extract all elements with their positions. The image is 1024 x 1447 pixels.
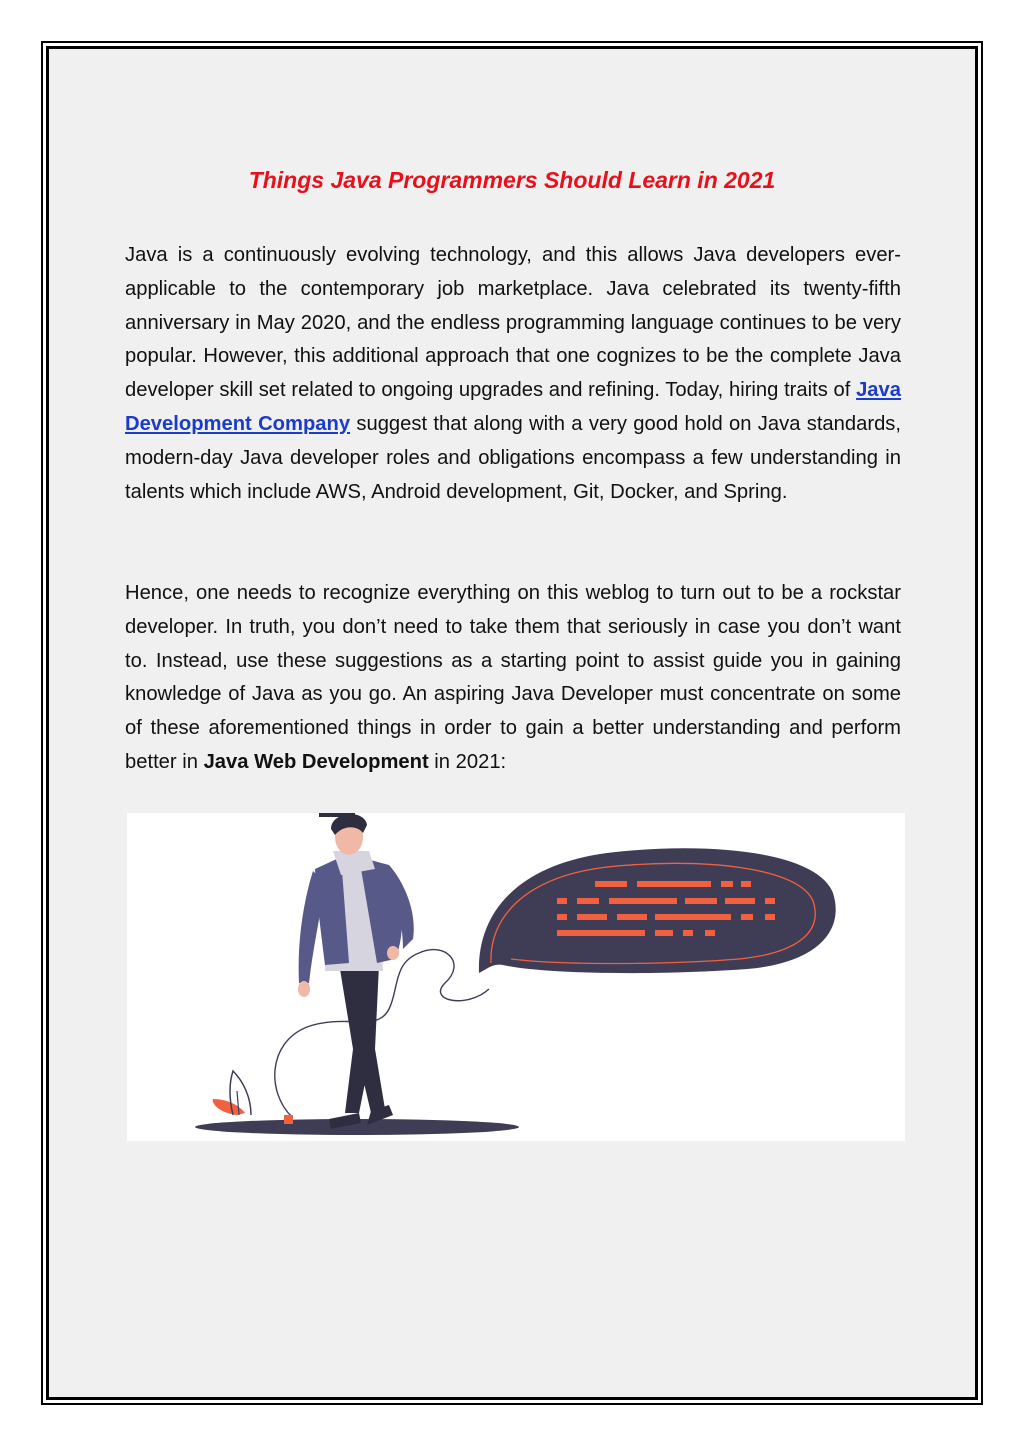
paragraph-intro-text-b: suggest that along with a very good hold on Java standards, modern-day Java developer roles and obligations encompass a few understanding in talents which include AWS, Android development, Git, Docker, and Spring.: [125, 412, 901, 503]
java-development-company-link[interactable]: Java Development Company: [125, 379, 901, 435]
document-title: Things Java Programmers Should Learn in 2021: [248, 167, 776, 193]
paragraph-guidance: [125, 577, 901, 780]
paragraph-intro: [125, 239, 901, 509]
developer-person-icon: [298, 813, 414, 1129]
paragraph-guidance-text-b: in 2021:: [428, 750, 507, 773]
paragraph-intro-text-a: Java is a continuously evolving technology, and this allows Java developers ever-applicable to the contemporary job marketplace. Java celebrated its twenty-fifth anniversary in May 2020, and the endless programming language continues to be very popular. However, this additional approach that one cognizes to be the complete Java developer skill set related to ongoing upgrades and refining. Today, hiring traits of: [125, 244, 901, 402]
paragraph-guidance-text-a: Hence, one needs to recognize everything on this weblog to turn out to be a rockstar developer. In truth, you don’t need to take them that seriously in case you don’t want to. Instead, use these suggestions as a starting point to assist guide you in gaining knowledge of Java as you go. An aspiring Java Developer must concentrate on some of these aforementioned things in order to gain a better understanding and perform better in: [125, 582, 901, 773]
page-border-inner: [46, 46, 978, 1400]
plant-icon: [213, 1071, 251, 1115]
code-speech-bubble-icon: [479, 848, 836, 973]
page-border-outer: [41, 41, 983, 1405]
plug-icon: [284, 1115, 293, 1124]
developer-illustration-svg: [127, 813, 905, 1141]
java-web-development-bold: Java Web Development: [203, 750, 429, 773]
developer-illustration: [127, 813, 905, 1141]
